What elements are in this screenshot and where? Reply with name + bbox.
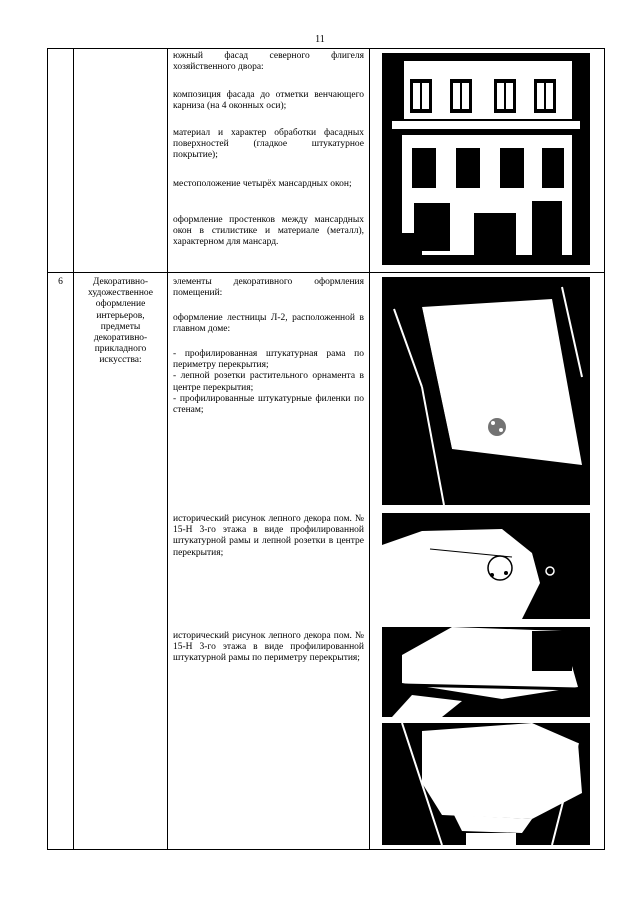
photo-cell (370, 49, 605, 273)
facade-item-4: местоположение четырёх мансардных окон; (173, 179, 352, 189)
ceiling-frame-perspective-photo (382, 723, 590, 845)
category-cell (74, 49, 168, 273)
ceiling-rosette-photo (382, 513, 590, 619)
facade-item-2: композиция фасада до отметки венчающего карниза (на 4 оконных оси); (173, 90, 364, 112)
ceiling-frame-photo (382, 627, 590, 717)
row-number-cell: 6 (48, 273, 74, 850)
facade-photo (382, 53, 590, 265)
stair-item-3: - профилированные штукатурные филенки по стенам; (173, 393, 364, 416)
page-number: 11 (315, 34, 325, 45)
photo-cell (370, 273, 605, 850)
stair-title: оформление лестницы Л-2, расположенной в главном доме: (173, 313, 364, 335)
stair-item-2: - лепной розетки растительного орнамента в центре перекрытия; (173, 371, 364, 393)
historic-decor-2: исторический рисунок лепного декора пом. № 15-Н 3-го этажа в виде профилированной штукатурной рамы по периметру перекрытия; (173, 631, 364, 664)
facade-item-3: материал и характер обработки фасадных поверхностей (гладкое штукатурное покрытие); (173, 128, 364, 161)
stair-list (173, 349, 364, 416)
historic-decor-1: исторический рисунок лепного декора пом. № 15-Н 3-го этажа в виде профилированной штукатурной рамы и лепной розетки в центре перекрытия; (173, 514, 364, 558)
stair-item-1: - профилированная штукатурная рама по периметру перекрытия; (173, 349, 364, 371)
facade-item-5: оформление простенков между мансардных окон в стилистике и материале (металл), характерном для мансард. (173, 215, 364, 248)
category-cell: Декоративно-художественное оформление интерьеров, предметы декоративно-прикладного искусства: (74, 273, 168, 850)
table-row-facade (48, 49, 605, 273)
facade-item-1: южный фасад северного флигеля хозяйственного двора: (173, 51, 364, 73)
row-number-cell (48, 49, 74, 273)
description-cell (168, 273, 370, 850)
description-cell (168, 49, 370, 273)
staircase-ceiling-photo (382, 277, 590, 505)
interior-intro: элементы декоративного оформления помещений: (173, 277, 364, 299)
protection-items-table (47, 48, 605, 850)
table-row-interiors (48, 273, 605, 850)
